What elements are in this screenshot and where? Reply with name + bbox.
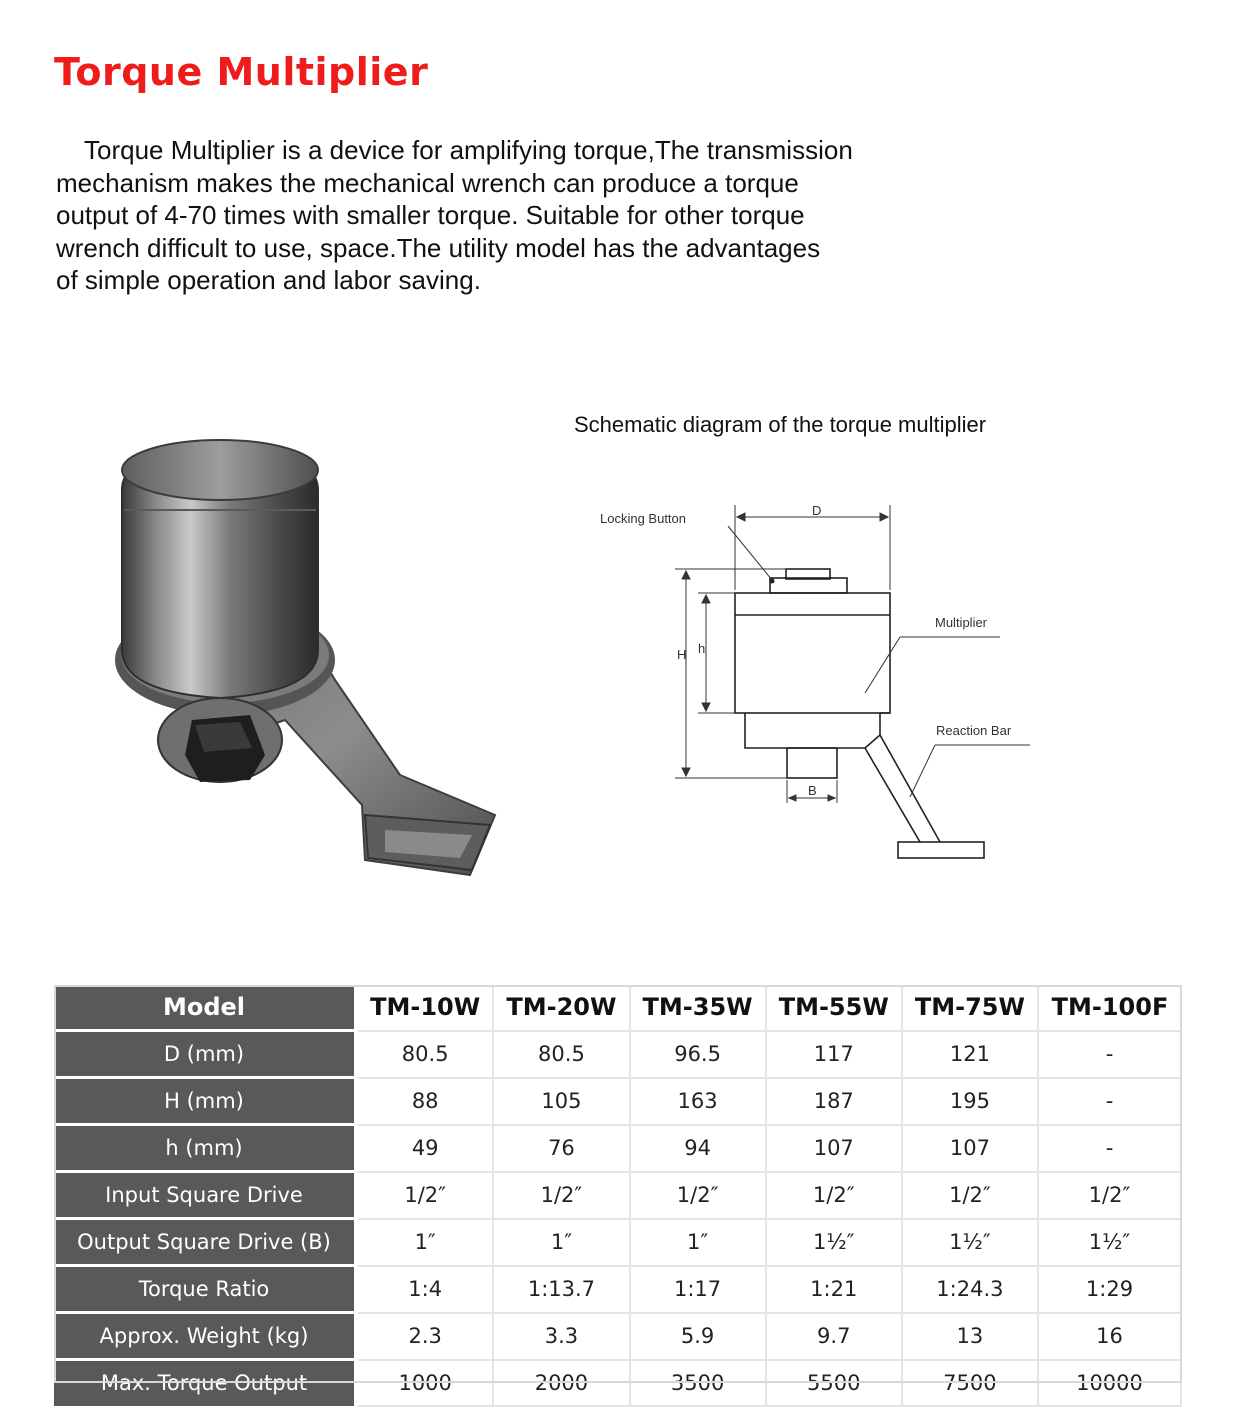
- table-cell: 5500: [766, 1360, 902, 1406]
- table-cell: 107: [902, 1125, 1038, 1172]
- table-cell: 1/2″: [493, 1172, 629, 1219]
- table-header-row: [54, 985, 1181, 1031]
- table-row: [54, 1219, 1181, 1266]
- table-cell: 1:24.3: [902, 1266, 1038, 1313]
- row-label: D (mm): [54, 1031, 356, 1078]
- table-row: [54, 1125, 1181, 1172]
- table-cell: 1/2″: [902, 1172, 1038, 1219]
- model-header: TM-10W: [356, 985, 493, 1031]
- table-row: [54, 1031, 1181, 1078]
- row-label: Torque Ratio: [54, 1266, 356, 1313]
- table-cell: 1″: [493, 1219, 629, 1266]
- reaction-bar-foot: [898, 842, 984, 858]
- table-cell: 13: [902, 1313, 1038, 1360]
- table-cell: 3500: [630, 1360, 766, 1406]
- table-cell: 76: [493, 1125, 629, 1172]
- model-header: TM-55W: [766, 985, 902, 1031]
- table-cell: 1/2″: [1038, 1172, 1181, 1219]
- square-drive: [787, 748, 837, 778]
- table-cell: 5.9: [630, 1313, 766, 1360]
- table-cell: 187: [766, 1078, 902, 1125]
- table-cell: 3.3: [493, 1313, 629, 1360]
- schematic-title: Schematic diagram of the torque multiplier: [574, 412, 987, 437]
- table-cell: 1:4: [356, 1266, 493, 1313]
- table-cell: 96.5: [630, 1031, 766, 1078]
- label-h-upper: H: [677, 647, 687, 662]
- table-cell: 1½″: [902, 1219, 1038, 1266]
- description-line: output of 4-70 times with smaller torque. Suitable for other torque: [56, 200, 805, 230]
- table-cell: 105: [493, 1078, 629, 1125]
- table-cell: 7500: [902, 1360, 1038, 1406]
- table-cell: 107: [766, 1125, 902, 1172]
- row-label: h (mm): [54, 1125, 356, 1172]
- table-cell: 2.3: [356, 1313, 493, 1360]
- label-reaction-bar: Reaction Bar: [936, 723, 1012, 738]
- label-d: D: [812, 503, 822, 518]
- table-cell: 80.5: [493, 1031, 629, 1078]
- description-line: wrench difficult to use, space.The utility model has the advantages: [56, 232, 821, 263]
- page-title: Torque Multiplier: [54, 50, 429, 94]
- description-line: Torque Multiplier is a device for amplifying torque,The transmission: [84, 135, 853, 165]
- row-label: Max. Torque Output: [54, 1360, 356, 1406]
- model-header: TM-35W: [630, 985, 766, 1031]
- table-row: [54, 1360, 1181, 1406]
- table-cell: 88: [356, 1078, 493, 1125]
- table-cell: 1:29: [1038, 1266, 1181, 1313]
- table-cell: 1″: [630, 1219, 766, 1266]
- model-header: TM-100F: [1038, 985, 1181, 1031]
- table-cell: 1/2″: [356, 1172, 493, 1219]
- multiplier-body: [735, 593, 890, 713]
- table-cell: 10000: [1038, 1360, 1181, 1406]
- table-cell: 1½″: [766, 1219, 902, 1266]
- table-cell: -: [1038, 1078, 1181, 1125]
- table-cell: 1:21: [766, 1266, 902, 1313]
- table-row: [54, 1172, 1181, 1219]
- table-cell: 195: [902, 1078, 1038, 1125]
- table-cell: 117: [766, 1031, 902, 1078]
- table-cell: 1/2″: [766, 1172, 902, 1219]
- label-h-lower: h: [698, 641, 706, 656]
- product-photo: [100, 430, 520, 900]
- table-corner: Model: [54, 985, 356, 1031]
- table-cell: 1:17: [630, 1266, 766, 1313]
- table-cell: -: [1038, 1031, 1181, 1078]
- description-line: mechanism makes the mechanical wrench can produce a torque: [56, 167, 799, 198]
- spec-table: [54, 985, 1182, 1407]
- label-multiplier: Multiplier: [935, 615, 988, 630]
- table-cell: 49: [356, 1125, 493, 1172]
- table-cell: 1000: [356, 1360, 493, 1406]
- description-line: of simple operation and labor saving.: [56, 265, 481, 295]
- label-b: B: [808, 783, 817, 798]
- table-cell: 163: [630, 1078, 766, 1125]
- schematic-diagram: [590, 495, 1040, 875]
- table-cell: 80.5: [356, 1031, 493, 1078]
- table-cell: 94: [630, 1125, 766, 1172]
- table-row: [54, 1078, 1181, 1125]
- row-label: H (mm): [54, 1078, 356, 1125]
- table-cell: 16: [1038, 1313, 1181, 1360]
- row-label: Output Square Drive (B): [54, 1219, 356, 1266]
- table-row: [54, 1313, 1181, 1360]
- table-cell: 2000: [493, 1360, 629, 1406]
- table-cell: 121: [902, 1031, 1038, 1078]
- row-label: Approx. Weight (kg): [54, 1313, 356, 1360]
- table-cell: 1½″: [1038, 1219, 1181, 1266]
- table-cell: 1:13.7: [493, 1266, 629, 1313]
- table-row: [54, 1266, 1181, 1313]
- model-header: TM-20W: [493, 985, 629, 1031]
- label-locking-button: Locking Button: [600, 511, 687, 526]
- model-header: TM-75W: [902, 985, 1038, 1031]
- table-cell: -: [1038, 1125, 1181, 1172]
- table-cell: 1/2″: [630, 1172, 766, 1219]
- table-cell: 9.7: [766, 1313, 902, 1360]
- description: [56, 134, 956, 297]
- table-cell: 1″: [356, 1219, 493, 1266]
- row-label: Input Square Drive: [54, 1172, 356, 1219]
